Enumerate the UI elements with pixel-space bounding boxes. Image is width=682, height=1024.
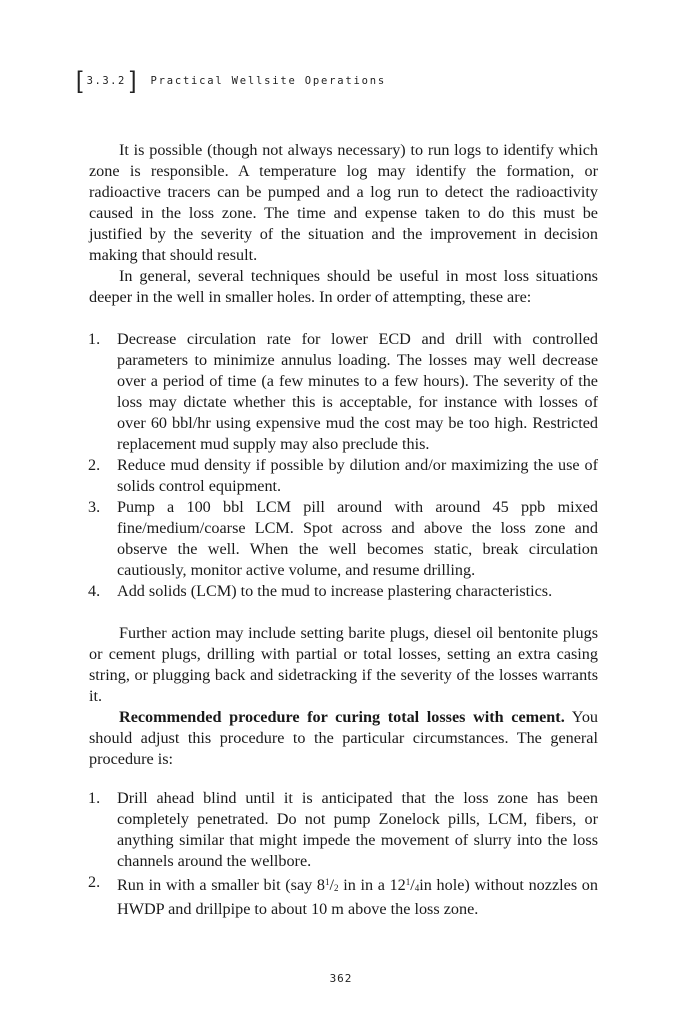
fraction-denominator: 2 bbox=[334, 883, 339, 893]
list-item-number: 1. bbox=[88, 330, 101, 348]
list-item-text: Pump a 100 bbl LCM pill around with around 45 ppb mixed fine/medium/coarse LCM. Spot across and above the loss zone and observe the well. When the well becomes static, break circulation cautiously, monitor active volume, and resume drilling. bbox=[117, 498, 598, 579]
section-number: 3.3.2 bbox=[86, 75, 126, 87]
running-head bbox=[76, 68, 386, 94]
list-item bbox=[89, 455, 598, 497]
list-item bbox=[89, 581, 598, 602]
list-item-number: 1. bbox=[88, 789, 101, 807]
fraction-denominator: 4 bbox=[414, 883, 420, 893]
list-item bbox=[89, 788, 598, 872]
paragraph-further-action: Further action may include setting barite plugs, diesel oil bentonite plugs or cement plugs, drilling with partial or total losses, setting an extra casing string, or plugging back and sidetracking if the severity of the losses warrants it. bbox=[89, 624, 598, 705]
list-item-text: Drill ahead blind until it is anticipated that the loss zone has been completely penetrated. Do not pump Zonelock pills, LCM, fibers, or anything similar that might impede the movement of slurry into the loss channels around the wellbore. bbox=[117, 789, 598, 870]
list-item-number: 2. bbox=[88, 456, 101, 474]
list-item bbox=[89, 872, 598, 920]
list-item-text: Run in with a smaller bit (say $8^1/_2$ in in a $12^1/_4in$ hole) without nozzles on HWDP and drillpipe to about 10 m above the loss zone. bbox=[117, 876, 598, 918]
list-item-number: 4. bbox=[88, 582, 101, 600]
left-bracket: [ bbox=[76, 67, 83, 94]
list-item-text: Reduce mud density if possible by dilution and/or maximizing the use of solids control equipment. bbox=[117, 456, 598, 495]
procedure-heading: Recommended procedure for curing total losses with cement. bbox=[119, 708, 565, 726]
fraction-numerator: 1 bbox=[405, 877, 411, 887]
body-text bbox=[89, 140, 598, 920]
list-item-text: Add solids (LCM) to the mud to increase plastering characteristics. bbox=[117, 582, 553, 600]
page-number: 362 bbox=[329, 972, 353, 985]
list-item bbox=[89, 329, 598, 455]
list-item-text: Decrease circulation rate for lower ECD and drill with controlled parameters to minimize annulus loading. The losses may well decrease over a period of time (a few minutes to a few hours). The severity of the loss may dictate whether this is acceptable, for instance with losses of over 60 bbl/hr using expensive mud the cost may be too high. Restricted replacement mud supply may also preclude this. bbox=[117, 330, 598, 453]
list-item bbox=[89, 497, 598, 581]
paragraph-log-identification: It is possible (though not always necessary) to run logs to identify which zone is responsible. A temperature log may identify the formation, or radioactive tracers can be pumped and a log run to detect the radioactivity caused in the loss zone. The time and expense taken to do this must be justified by the severity of the situation and the improvement in decision making that should result. bbox=[89, 141, 598, 264]
fraction-numerator: 1 bbox=[325, 877, 330, 887]
running-title: Practical Wellsite Operations bbox=[150, 75, 386, 87]
list-item-number: 3. bbox=[88, 498, 101, 516]
list-item-number: 2. bbox=[88, 873, 101, 891]
paragraph-techniques-intro: In general, several techniques should be useful in most loss situations deeper in the well in smaller holes. In order of attempting, these are: bbox=[89, 267, 598, 306]
cement-procedure-list bbox=[89, 788, 598, 920]
right-bracket: ] bbox=[129, 67, 137, 94]
loss-techniques-list bbox=[89, 329, 598, 602]
procedure-intro: You should adjust this procedure to the particular circumstances. The general procedure is: bbox=[89, 708, 599, 768]
paragraph-cement-procedure bbox=[89, 707, 598, 770]
